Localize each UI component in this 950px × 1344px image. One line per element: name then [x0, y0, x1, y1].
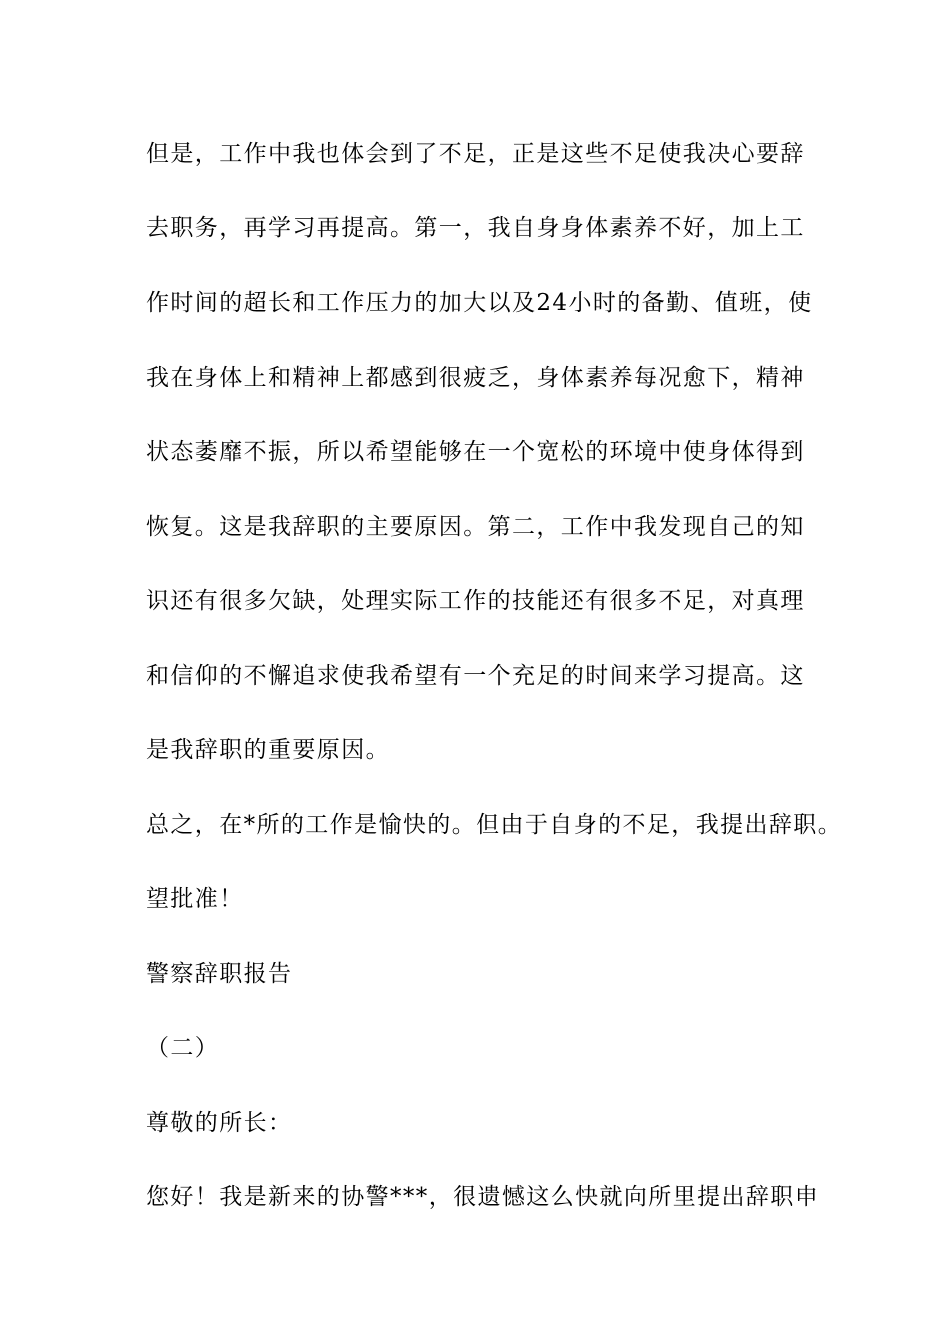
paragraph-line: 总之，在*所的工作是愉快的。但由于自身的不足，我提出辞职。 [146, 812, 843, 838]
section-title: 警察辞职报告 [146, 961, 293, 987]
salutation: 尊敬的所长： [146, 1110, 293, 1136]
paragraph-line: 恢复。这是我辞职的主要原因。第二，工作中我发现自己的知 [146, 514, 805, 540]
paragraph-line: 但是，工作中我也体会到了不足，正是这些不足使我决心要辞 [146, 141, 805, 167]
paragraph-line: 是我辞职的重要原因。 [146, 737, 390, 763]
paragraph-line: 我在身体上和精神上都感到很疲乏，身体素养每况愈下，精神 [146, 365, 805, 391]
paragraph-line: 去职务，再学习再提高。第一，我自身身体素养不好，加上工 [146, 215, 805, 241]
paragraph-line: 状态萎靡不振，所以希望能够在一个宽松的环境中使身体得到 [146, 439, 805, 465]
closing-request: 望批准！ [146, 886, 244, 912]
section-number: （二） [146, 1035, 220, 1061]
paragraph-line: 和信仰的不懈追求使我希望有一个充足的时间来学习提高。这 [146, 663, 805, 689]
paragraph-line: 作时间的超长和工作压力的加大以及24小时的备勤、值班，使 [146, 290, 813, 316]
paragraph-line: 您好！我是新来的协警***，很遗憾这么快就向所里提出辞职申 [146, 1184, 820, 1210]
paragraph-line: 识还有很多欠缺，处理实际工作的技能还有很多不足，对真理 [146, 588, 805, 614]
